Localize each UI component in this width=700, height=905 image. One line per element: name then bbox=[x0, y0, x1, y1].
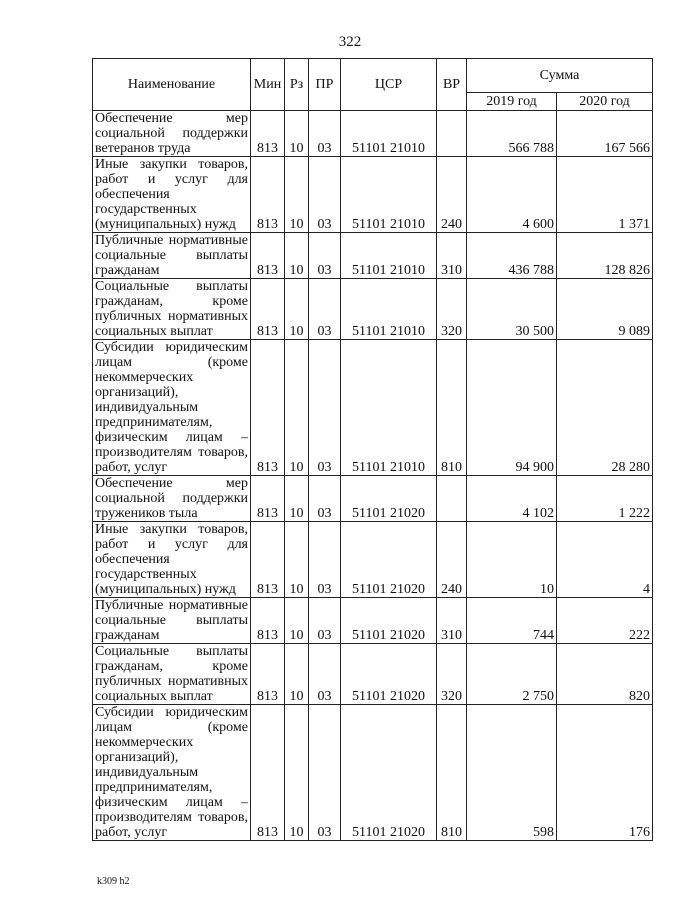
row-min: 813 bbox=[251, 279, 285, 340]
row-sum-2020: 222 bbox=[557, 598, 653, 644]
row-sum-2019: 94 900 bbox=[467, 340, 557, 476]
row-pr: 03 bbox=[309, 476, 341, 522]
table-row bbox=[93, 111, 653, 157]
row-sum-2019: 4 102 bbox=[467, 476, 557, 522]
row-pr: 03 bbox=[309, 705, 341, 841]
page-number: 322 bbox=[338, 34, 362, 50]
row-sum-2019: 436 788 bbox=[467, 233, 557, 279]
row-sum-2020: 4 bbox=[557, 522, 653, 598]
row-rz: 10 bbox=[285, 644, 309, 705]
row-min: 813 bbox=[251, 340, 285, 476]
budget-table bbox=[92, 58, 653, 841]
row-sum-2020: 1 371 bbox=[557, 157, 653, 233]
row-vr: 240 bbox=[437, 522, 467, 598]
row-name: Иные закупки товаров, работ и услуг для обеспечения государственных (муниципальных) нужд bbox=[93, 522, 251, 598]
header-min: Мин bbox=[251, 59, 285, 111]
row-pr: 03 bbox=[309, 233, 341, 279]
row-sum-2020: 176 bbox=[557, 705, 653, 841]
row-vr: 810 bbox=[437, 705, 467, 841]
table-row bbox=[93, 340, 653, 476]
row-min: 813 bbox=[251, 522, 285, 598]
row-name: Субсидии юридическим лицам (кроме некоммерческих организаций), индивидуальным предпринимателям, физическим лицам – производителям товаров, работ, услуг bbox=[93, 705, 251, 841]
header-sum: Сумма bbox=[467, 59, 653, 93]
row-rz: 10 bbox=[285, 111, 309, 157]
row-name: Обеспечение мер социальной поддержки ветеранов труда bbox=[93, 111, 251, 157]
row-min: 813 bbox=[251, 111, 285, 157]
row-rz: 10 bbox=[285, 233, 309, 279]
row-csr: 51101 21020 bbox=[341, 476, 437, 522]
row-csr: 51101 21020 bbox=[341, 644, 437, 705]
row-sum-2019: 10 bbox=[467, 522, 557, 598]
row-pr: 03 bbox=[309, 644, 341, 705]
row-vr: 320 bbox=[437, 279, 467, 340]
row-rz: 10 bbox=[285, 340, 309, 476]
table-row bbox=[93, 705, 653, 841]
header-rz: Рз bbox=[285, 59, 309, 111]
row-min: 813 bbox=[251, 598, 285, 644]
row-min: 813 bbox=[251, 476, 285, 522]
row-name: Субсидии юридическим лицам (кроме некоммерческих организаций), индивидуальным предпринимателям, физическим лицам – производителям товаров, работ, услуг bbox=[93, 340, 251, 476]
row-sum-2020: 1 222 bbox=[557, 476, 653, 522]
row-sum-2020: 820 bbox=[557, 644, 653, 705]
row-pr: 03 bbox=[309, 522, 341, 598]
header-pr: ПР bbox=[309, 59, 341, 111]
row-name: Публичные нормативные социальные выплаты гражданам bbox=[93, 598, 251, 644]
row-sum-2020: 28 280 bbox=[557, 340, 653, 476]
footer-code: k309 h2 bbox=[97, 876, 130, 887]
row-pr: 03 bbox=[309, 279, 341, 340]
row-sum-2019: 566 788 bbox=[467, 111, 557, 157]
row-sum-2019: 30 500 bbox=[467, 279, 557, 340]
row-min: 813 bbox=[251, 705, 285, 841]
row-csr: 51101 21010 bbox=[341, 157, 437, 233]
table-row bbox=[93, 598, 653, 644]
row-vr bbox=[437, 476, 467, 522]
row-csr: 51101 21020 bbox=[341, 522, 437, 598]
row-rz: 10 bbox=[285, 157, 309, 233]
row-csr: 51101 21010 bbox=[341, 340, 437, 476]
row-min: 813 bbox=[251, 233, 285, 279]
row-pr: 03 bbox=[309, 598, 341, 644]
row-sum-2019: 744 bbox=[467, 598, 557, 644]
row-vr: 310 bbox=[437, 598, 467, 644]
row-pr: 03 bbox=[309, 111, 341, 157]
table-row bbox=[93, 279, 653, 340]
row-name: Публичные нормативные социальные выплаты гражданам bbox=[93, 233, 251, 279]
header-csr: ЦСР bbox=[341, 59, 437, 111]
row-pr: 03 bbox=[309, 340, 341, 476]
row-sum-2019: 2 750 bbox=[467, 644, 557, 705]
row-sum-2019: 4 600 bbox=[467, 157, 557, 233]
table-body bbox=[93, 111, 653, 841]
row-vr: 320 bbox=[437, 644, 467, 705]
row-sum-2020: 128 826 bbox=[557, 233, 653, 279]
header-name: Наименование bbox=[93, 59, 251, 111]
row-rz: 10 bbox=[285, 705, 309, 841]
row-min: 813 bbox=[251, 157, 285, 233]
row-pr: 03 bbox=[309, 157, 341, 233]
row-csr: 51101 21020 bbox=[341, 598, 437, 644]
row-name: Обеспечение мер социальной поддержки тружеников тыла bbox=[93, 476, 251, 522]
row-rz: 10 bbox=[285, 522, 309, 598]
row-rz: 10 bbox=[285, 598, 309, 644]
header-year-2020: 2020 год bbox=[557, 93, 653, 111]
table-row bbox=[93, 233, 653, 279]
row-vr: 240 bbox=[437, 157, 467, 233]
row-vr: 810 bbox=[437, 340, 467, 476]
row-sum-2019: 598 bbox=[467, 705, 557, 841]
row-rz: 10 bbox=[285, 279, 309, 340]
row-name: Социальные выплаты гражданам, кроме публичных нормативных социальных выплат bbox=[93, 279, 251, 340]
table-row bbox=[93, 157, 653, 233]
row-csr: 51101 21010 bbox=[341, 111, 437, 157]
row-vr bbox=[437, 111, 467, 157]
row-sum-2020: 167 566 bbox=[557, 111, 653, 157]
row-rz: 10 bbox=[285, 476, 309, 522]
table-header bbox=[93, 59, 653, 111]
row-csr: 51101 21010 bbox=[341, 233, 437, 279]
table-row bbox=[93, 522, 653, 598]
header-vr: ВР bbox=[437, 59, 467, 111]
row-csr: 51101 21020 bbox=[341, 705, 437, 841]
header-year-2019: 2019 год bbox=[467, 93, 557, 111]
row-name: Иные закупки товаров, работ и услуг для обеспечения государственных (муниципальных) нужд bbox=[93, 157, 251, 233]
row-name: Социальные выплаты гражданам, кроме публичных нормативных социальных выплат bbox=[93, 644, 251, 705]
table-row bbox=[93, 476, 653, 522]
row-vr: 310 bbox=[437, 233, 467, 279]
table-row bbox=[93, 644, 653, 705]
row-csr: 51101 21010 bbox=[341, 279, 437, 340]
row-sum-2020: 9 089 bbox=[557, 279, 653, 340]
row-min: 813 bbox=[251, 644, 285, 705]
